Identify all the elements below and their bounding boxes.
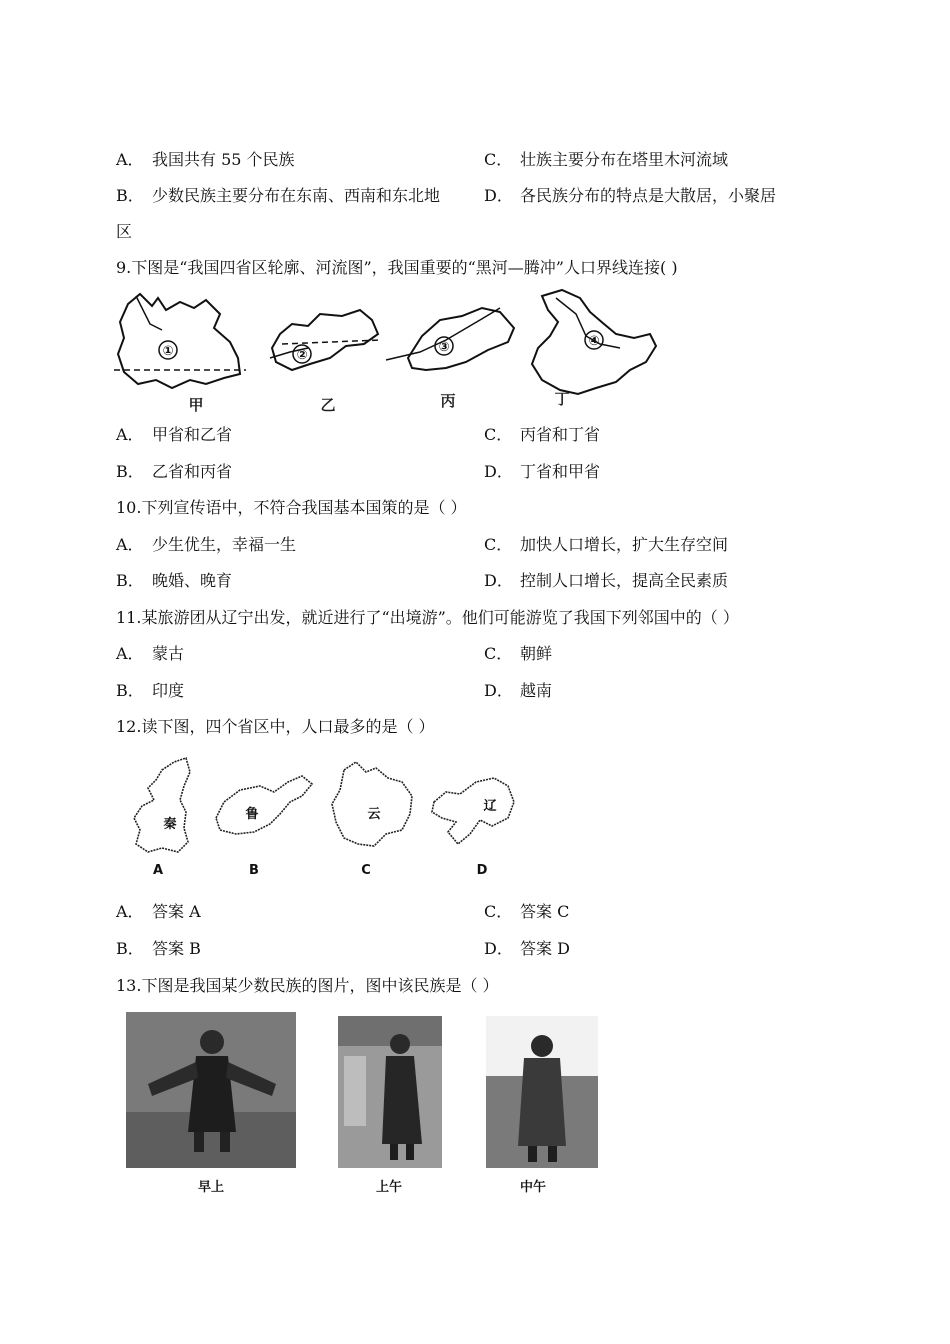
option-letter: D． <box>484 681 513 700</box>
province-name-ding: 丁 <box>554 390 570 408</box>
q13-stem: 13.下图是我国某少数民族的图片，图中该民族是（ ） <box>116 976 499 995</box>
option-letter: A． <box>116 425 144 444</box>
option-text: 各民族分布的特点是大散居，小聚居 <box>520 186 777 205</box>
q11-option-c[interactable] <box>484 644 552 664</box>
province-name-jia: 甲 <box>188 396 204 414</box>
option-letter: A． <box>116 535 144 554</box>
caption-noon: 中午 <box>520 1180 547 1195</box>
q12-option-a[interactable] <box>116 902 201 922</box>
q10-option-a[interactable] <box>116 535 296 555</box>
person-figure-icon <box>126 1012 296 1168</box>
q10-stem: 10.下列宣传语中，不符合我国基本国策的是（ ） <box>116 498 467 517</box>
q8-option-b-continuation: 区 <box>116 222 133 241</box>
province-name-yi: 乙 <box>320 396 336 414</box>
option-text: 少生优生，幸福一生 <box>152 535 297 554</box>
option-text: 少数民族主要分布在东南、西南和东北地 <box>152 186 441 205</box>
q11-option-a[interactable] <box>116 644 184 664</box>
option-text: 甲省和乙省 <box>152 425 233 444</box>
letter-c: C <box>361 863 371 878</box>
option-letter: B． <box>116 462 144 481</box>
q8-option-c[interactable] <box>484 150 728 170</box>
option-text: 答案 C <box>520 902 570 921</box>
province-ding-outline <box>532 290 656 408</box>
option-letter: C． <box>484 644 513 663</box>
q9-option-a[interactable] <box>116 425 232 445</box>
option-letter: C． <box>484 902 513 921</box>
option-text: 答案 B <box>152 939 201 958</box>
option-letter: C． <box>484 150 513 169</box>
letter-d: D <box>476 863 488 878</box>
option-letter: A． <box>116 644 144 663</box>
option-text: 我国共有 55 个民族 <box>152 150 295 169</box>
q11-option-b[interactable] <box>116 681 184 701</box>
province-shaanxi-outline <box>134 758 190 878</box>
letter-a: A <box>152 863 164 878</box>
q10-option-b[interactable] <box>116 571 232 591</box>
person-figure-icon <box>338 1016 442 1168</box>
option-text: 越南 <box>520 681 553 700</box>
abbrev-yun: 云 <box>367 807 381 822</box>
option-letter: D． <box>484 571 513 590</box>
q12-stem: 12.读下图，四个省区中，人口最多的是（ ） <box>116 717 435 736</box>
province-name-bing: 丙 <box>440 392 456 410</box>
option-text: 答案 A <box>152 902 201 921</box>
q8-option-b[interactable] <box>116 186 440 206</box>
q9-stem: 9.下图是“我国四省区轮廓、河流图”，我国重要的“黑河—腾冲”人口界线连接( ) <box>116 258 678 277</box>
q12-option-c[interactable] <box>484 902 569 922</box>
q8-option-a[interactable] <box>116 150 295 170</box>
province-yi-outline <box>270 310 380 414</box>
photo-noon <box>486 1016 598 1168</box>
option-letter: B． <box>116 681 144 700</box>
option-letter: D． <box>484 186 513 205</box>
q10-option-d[interactable] <box>484 571 728 591</box>
province-jia-outline <box>114 294 246 414</box>
province-yunnan-outline <box>332 762 412 878</box>
marker-3: ③ <box>438 340 450 355</box>
option-text: 朝鲜 <box>520 644 553 663</box>
q11-option-d[interactable] <box>484 681 552 701</box>
caption-morning: 早上 <box>198 1180 225 1195</box>
option-text: 壮族主要分布在塔里木河流域 <box>520 150 729 169</box>
option-text: 乙省和丙省 <box>152 462 233 481</box>
letter-b: B <box>249 863 259 878</box>
marker-2: ② <box>296 348 308 363</box>
q9-option-b[interactable] <box>116 462 232 482</box>
option-letter: A． <box>116 150 144 169</box>
abbrev-qin: 秦 <box>163 817 177 832</box>
q9-province-outline-figure <box>110 284 670 414</box>
q9-option-d[interactable] <box>484 462 600 482</box>
option-letter: C． <box>484 425 513 444</box>
q11-stem: 11.某旅游团从辽宁出发，就近进行了“出境游”。他们可能游览了我国下列邻国中的（ ） <box>116 608 739 627</box>
abbrev-liao: 辽 <box>483 799 497 814</box>
person-figure-icon <box>486 1016 598 1168</box>
q9-option-c[interactable] <box>484 425 600 445</box>
option-letter: B． <box>116 186 144 205</box>
abbrev-lu: 鲁 <box>245 807 259 822</box>
option-text: 印度 <box>152 681 185 700</box>
province-bing-outline <box>386 308 514 410</box>
option-text: 加快人口增长，扩大生存空间 <box>520 535 729 554</box>
province-liaoning-outline <box>432 778 514 878</box>
option-text: 丁省和甲省 <box>520 462 601 481</box>
option-text: 蒙古 <box>152 644 185 663</box>
province-shandong-outline <box>216 776 312 878</box>
photo-forenoon <box>338 1016 442 1168</box>
q12-option-b[interactable] <box>116 939 201 959</box>
option-text: 答案 D <box>520 939 570 958</box>
caption-forenoon: 上午 <box>376 1180 403 1195</box>
option-text: 丙省和丁省 <box>520 425 601 444</box>
option-letter: D． <box>484 462 513 481</box>
q12-option-d[interactable] <box>484 939 570 959</box>
q8-option-d[interactable] <box>484 186 776 206</box>
q10-option-c[interactable] <box>484 535 728 555</box>
option-letter: B． <box>116 939 144 958</box>
option-letter: D． <box>484 939 513 958</box>
option-letter: A． <box>116 902 144 921</box>
q12-province-outline-figure <box>112 752 522 880</box>
photo-morning <box>126 1012 296 1168</box>
marker-1: ① <box>162 344 174 359</box>
marker-4: ④ <box>588 334 600 349</box>
option-letter: C． <box>484 535 513 554</box>
option-text: 晚婚、晚育 <box>152 571 233 590</box>
option-letter: B． <box>116 571 144 590</box>
option-text: 控制人口增长，提高全民素质 <box>520 571 729 590</box>
